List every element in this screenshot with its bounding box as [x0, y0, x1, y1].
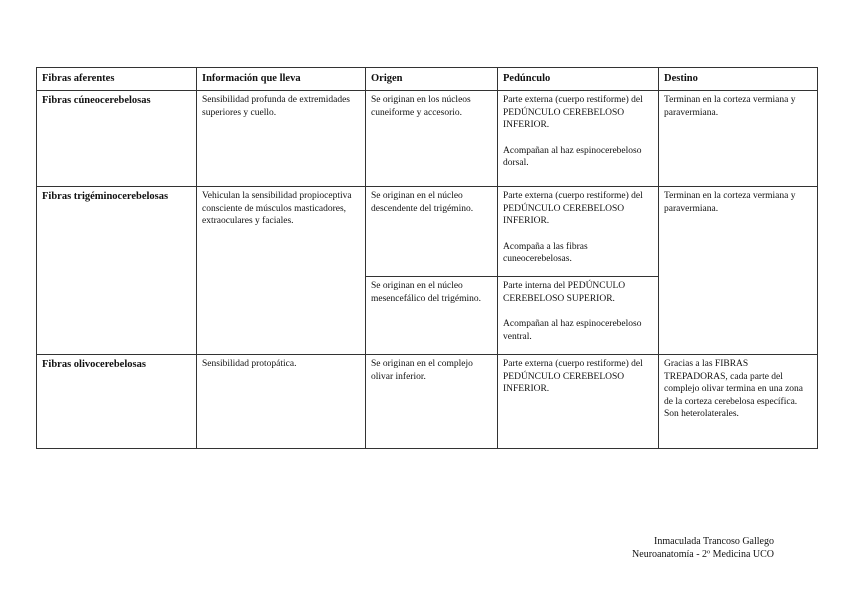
table-row — [37, 91, 818, 187]
destination-text: Gracias a las FIBRAS TREPADORAS, cada parte del complejo olivar termina en una zona de la corteza cerebelosa específica. — [664, 359, 804, 407]
table-header-row — [37, 68, 818, 91]
header-destino: Destino — [659, 68, 818, 91]
peduncle-note: Acompaña a las fibras cuneocerebelosas. — [503, 241, 588, 264]
origin-cell: Se originan en el núcleo mesencefálico del trigémino. — [366, 277, 498, 355]
author-name: Inmaculada Trancoso Gallego — [654, 536, 774, 547]
peduncle-note: Acompañan al haz espinocerebeloso dorsal. — [503, 145, 642, 168]
header-origen: Origen — [366, 68, 498, 91]
table-row — [37, 187, 818, 277]
table-row — [37, 355, 818, 449]
page-footer — [632, 535, 774, 561]
fiber-name: Fibras olivocerebelosas — [37, 355, 197, 449]
peduncle-text: Parte interna del PEDÚNCULO CEREBELOSO SUPERIOR. — [503, 281, 626, 304]
header-pedunculo: Pedúnculo — [498, 68, 659, 91]
fiber-name: Fibras trigéminocerebelosas — [37, 187, 197, 355]
peduncle-text: Parte externa (cuerpo restiforme) del PEDÚNCULO CEREBELOSO INFERIOR. — [503, 95, 643, 130]
fibers-table — [36, 67, 818, 449]
header-fibras: Fibras aferentes — [37, 68, 197, 91]
course-name: Neuroanatomía - 2º Medicina UCO — [632, 549, 774, 560]
origin-cell: Se originan en el complejo olivar inferior. — [366, 355, 498, 449]
info-cell: Sensibilidad profunda de extremidades superiores y cuello. — [197, 91, 366, 187]
info-cell: Vehiculan la sensibilidad propioceptiva consciente de músculos masticadores, extraoculares y faciales. — [197, 187, 366, 355]
origin-cell: Se originan en los núcleos cuneiforme y accesorio. — [366, 91, 498, 187]
peduncle-cell — [498, 187, 659, 277]
peduncle-note: Acompañan al haz espinocerebeloso ventral. — [503, 319, 642, 342]
destination-cell: Terminan en la corteza vermiana y paravermiana. — [659, 187, 818, 355]
destination-note: Son heterolaterales. — [664, 409, 739, 419]
peduncle-cell — [498, 355, 659, 449]
destination-cell — [659, 355, 818, 449]
origin-cell: Se originan en el núcleo descendente del trigémino. — [366, 187, 498, 277]
peduncle-text: Parte externa (cuerpo restiforme) del PEDÚNCULO CEREBELOSO INFERIOR. — [503, 191, 643, 226]
peduncle-cell — [498, 277, 659, 355]
info-cell: Sensibilidad protopática. — [197, 355, 366, 449]
destination-cell: Terminan en la corteza vermiana y paravermiana. — [659, 91, 818, 187]
header-informacion: Información que lleva — [197, 68, 366, 91]
peduncle-text: Parte externa (cuerpo restiforme) del PEDÚNCULO CEREBELOSO INFERIOR. — [503, 359, 643, 394]
peduncle-cell — [498, 91, 659, 187]
fiber-name: Fibras cúneocerebelosas — [37, 91, 197, 187]
